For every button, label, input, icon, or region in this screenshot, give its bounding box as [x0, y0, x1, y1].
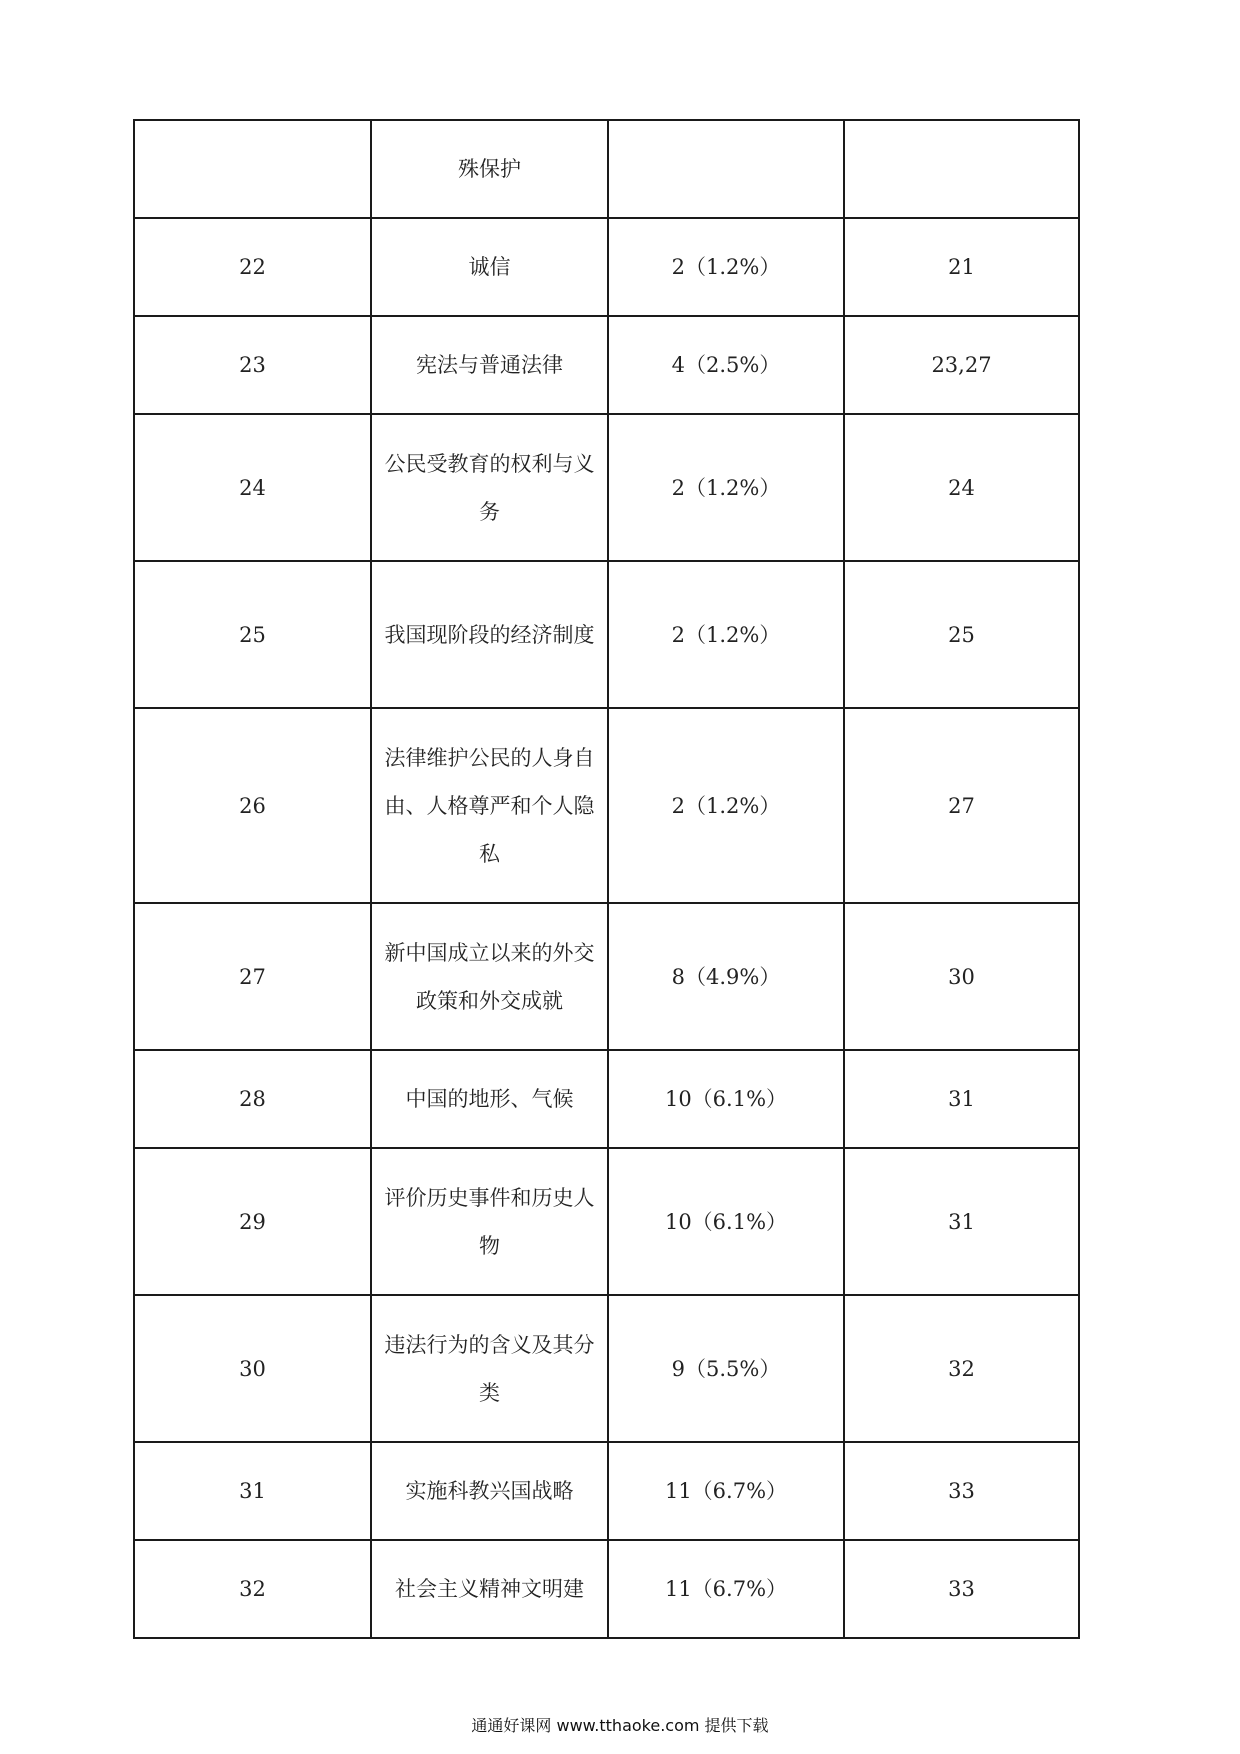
knowledge-point: 殊保护 — [371, 120, 608, 218]
question-number: 21 — [844, 218, 1079, 316]
question-number: 31 — [844, 1148, 1079, 1295]
question-number: 27 — [844, 708, 1079, 903]
row-number: 31 — [134, 1442, 371, 1540]
page-footer: 通通好课网 www.tthaoke.com 提供下载 — [471, 1716, 769, 1735]
question-number: 31 — [844, 1050, 1079, 1148]
score-share: 11（6.7%） — [608, 1442, 844, 1540]
score-share: 11（6.7%） — [608, 1540, 844, 1638]
knowledge-point: 法律维护公民的人身自由、人格尊严和个人隐私 — [371, 708, 608, 903]
row-number: 26 — [134, 708, 371, 903]
score-share: 10（6.1%） — [608, 1050, 844, 1148]
question-number: 23,27 — [844, 316, 1079, 414]
row-number — [134, 120, 371, 218]
question-number: 25 — [844, 561, 1079, 708]
knowledge-point: 诚信 — [371, 218, 608, 316]
knowledge-point: 我国现阶段的经济制度 — [371, 561, 608, 708]
table-row — [134, 120, 1079, 218]
score-share: 2（1.2%） — [608, 561, 844, 708]
question-number: 24 — [844, 414, 1079, 561]
row-number: 22 — [134, 218, 371, 316]
knowledge-point: 评价历史事件和历史人物 — [371, 1148, 608, 1295]
knowledge-point: 公民受教育的权利与义务 — [371, 414, 608, 561]
score-share: 10（6.1%） — [608, 1148, 844, 1295]
question-number: 33 — [844, 1540, 1079, 1638]
row-number: 27 — [134, 903, 371, 1050]
question-number: 30 — [844, 903, 1079, 1050]
knowledge-point: 中国的地形、气候 — [371, 1050, 608, 1148]
score-share: 2（1.2%） — [608, 708, 844, 903]
score-share: 2（1.2%） — [608, 218, 844, 316]
score-share — [608, 120, 844, 218]
score-share: 9（5.5%） — [608, 1295, 844, 1442]
row-number: 25 — [134, 561, 371, 708]
row-number: 29 — [134, 1148, 371, 1295]
table-row — [134, 1442, 1079, 1540]
knowledge-point: 新中国成立以来的外交政策和外交成就 — [371, 903, 608, 1050]
question-number: 32 — [844, 1295, 1079, 1442]
table-row — [134, 708, 1079, 903]
row-number: 24 — [134, 414, 371, 561]
table-row — [134, 316, 1079, 414]
row-number: 30 — [134, 1295, 371, 1442]
table-row — [134, 1148, 1079, 1295]
score-share: 2（1.2%） — [608, 414, 844, 561]
table-row — [134, 1540, 1079, 1638]
row-number: 23 — [134, 316, 371, 414]
question-number — [844, 120, 1079, 218]
table-row — [134, 1295, 1079, 1442]
knowledge-point: 宪法与普通法律 — [371, 316, 608, 414]
score-share: 4（2.5%） — [608, 316, 844, 414]
knowledge-point: 社会主义精神文明建 — [371, 1540, 608, 1638]
knowledge-point-table — [133, 119, 1080, 1639]
row-number: 32 — [134, 1540, 371, 1638]
table-row — [134, 903, 1079, 1050]
table-row — [134, 218, 1079, 316]
table-row — [134, 561, 1079, 708]
knowledge-point: 实施科教兴国战略 — [371, 1442, 608, 1540]
table-row — [134, 414, 1079, 561]
question-number: 33 — [844, 1442, 1079, 1540]
row-number: 28 — [134, 1050, 371, 1148]
score-share: 8（4.9%） — [608, 903, 844, 1050]
knowledge-point: 违法行为的含义及其分类 — [371, 1295, 608, 1442]
table-row — [134, 1050, 1079, 1148]
